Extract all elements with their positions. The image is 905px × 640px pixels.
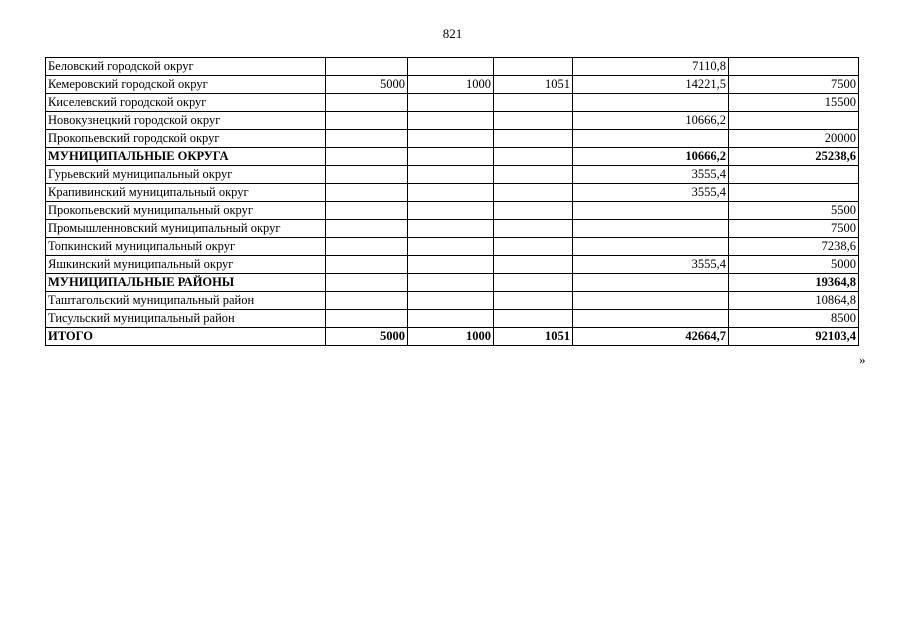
row-name-cell: Прокопьевский муниципальный округ [46,202,326,220]
value-cell-col4: 3555,4 [573,184,729,202]
value-cell-col5: 19364,8 [729,274,859,292]
value-cell-col3 [494,112,573,130]
value-cell-col1 [326,184,408,202]
row-name-cell: Крапивинский муниципальный округ [46,184,326,202]
table-row [46,274,859,292]
table-row-total [46,328,859,346]
value-cell-col2 [408,220,494,238]
table-row [46,58,859,76]
row-name-cell: Киселевский городской округ [46,94,326,112]
value-cell-col4 [573,202,729,220]
table-row [46,292,859,310]
value-cell-col4: 3555,4 [573,256,729,274]
value-cell-col5: 5500 [729,202,859,220]
table-row [46,130,859,148]
value-cell-col5: 5000 [729,256,859,274]
value-cell-col3 [494,94,573,112]
value-cell-col1 [326,112,408,130]
value-cell-col5 [729,166,859,184]
table-row [46,310,859,328]
value-cell-col3 [494,58,573,76]
row-name-cell: МУНИЦИПАЛЬНЫЕ ОКРУГА [46,148,326,166]
table-body [46,58,859,346]
value-cell-col5: 7500 [729,220,859,238]
row-name-cell: Промышленновский муниципальный округ [46,220,326,238]
value-cell-col4 [573,310,729,328]
value-cell-col5 [729,112,859,130]
value-cell-col1 [326,256,408,274]
value-cell-col3 [494,202,573,220]
row-name-cell: Таштагольский муниципальный район [46,292,326,310]
table-row [46,76,859,94]
table-row [46,112,859,130]
value-cell-col1 [326,202,408,220]
value-cell-col3 [494,238,573,256]
value-cell-col4: 42664,7 [573,328,729,346]
table-row [46,166,859,184]
value-cell-col1 [326,292,408,310]
value-cell-col3 [494,148,573,166]
value-cell-col1 [326,274,408,292]
value-cell-col1 [326,130,408,148]
value-cell-col4 [573,130,729,148]
table-row [46,148,859,166]
row-name-cell: Кемеровский городской округ [46,76,326,94]
value-cell-col2: 1000 [408,328,494,346]
value-cell-col5: 15500 [729,94,859,112]
value-cell-col4: 7110,8 [573,58,729,76]
value-cell-col2: 1000 [408,76,494,94]
table-row [46,94,859,112]
row-name-cell: Прокопьевский городской округ [46,130,326,148]
value-cell-col2 [408,238,494,256]
value-cell-col1: 5000 [326,76,408,94]
value-cell-col3 [494,166,573,184]
row-name-cell: Беловский городской округ [46,58,326,76]
value-cell-col1 [326,238,408,256]
value-cell-col3 [494,220,573,238]
table-row [46,202,859,220]
value-cell-col5: 20000 [729,130,859,148]
value-cell-col3 [494,310,573,328]
value-cell-col2 [408,202,494,220]
value-cell-col1 [326,166,408,184]
value-cell-col1 [326,58,408,76]
row-name-cell: ИТОГО [46,328,326,346]
value-cell-col4: 14221,5 [573,76,729,94]
value-cell-col5: 25238,6 [729,148,859,166]
value-cell-col2 [408,130,494,148]
value-cell-col5: 10864,8 [729,292,859,310]
value-cell-col5: 7238,6 [729,238,859,256]
value-cell-col2 [408,274,494,292]
value-cell-col3: 1051 [494,328,573,346]
row-name-cell: Тисульский муниципальный район [46,310,326,328]
row-name-cell: Новокузнецкий городской округ [46,112,326,130]
row-name-cell: МУНИЦИПАЛЬНЫЕ РАЙОНЫ [46,274,326,292]
value-cell-col2 [408,58,494,76]
value-cell-col2 [408,184,494,202]
value-cell-col2 [408,148,494,166]
value-cell-col5 [729,184,859,202]
value-cell-col3 [494,292,573,310]
row-name-cell: Топкинский муниципальный округ [46,238,326,256]
value-cell-col4: 10666,2 [573,148,729,166]
value-cell-col4: 10666,2 [573,112,729,130]
closing-quote-mark: » [859,352,866,367]
value-cell-col2 [408,256,494,274]
value-cell-col4 [573,94,729,112]
value-cell-col4 [573,220,729,238]
value-cell-col5: 92103,4 [729,328,859,346]
value-cell-col2 [408,310,494,328]
value-cell-col3 [494,184,573,202]
value-cell-col4 [573,274,729,292]
value-cell-col5: 7500 [729,76,859,94]
budget-table [45,57,859,346]
value-cell-col2 [408,112,494,130]
row-name-cell: Яшкинский муниципальный округ [46,256,326,274]
value-cell-col4 [573,292,729,310]
value-cell-col5: 8500 [729,310,859,328]
value-cell-col1: 5000 [326,328,408,346]
table-row [46,220,859,238]
value-cell-col3: 1051 [494,76,573,94]
table-row [46,238,859,256]
value-cell-col3 [494,274,573,292]
value-cell-col4: 3555,4 [573,166,729,184]
value-cell-col1 [326,220,408,238]
value-cell-col1 [326,94,408,112]
value-cell-col2 [408,292,494,310]
value-cell-col2 [408,166,494,184]
row-name-cell: Гурьевский муниципальный округ [46,166,326,184]
value-cell-col3 [494,256,573,274]
value-cell-col1 [326,310,408,328]
page-number: 821 [442,26,463,41]
value-cell-col5 [729,58,859,76]
value-cell-col2 [408,94,494,112]
value-cell-col1 [326,148,408,166]
table-row [46,256,859,274]
value-cell-col3 [494,130,573,148]
value-cell-col4 [573,238,729,256]
table-row [46,184,859,202]
